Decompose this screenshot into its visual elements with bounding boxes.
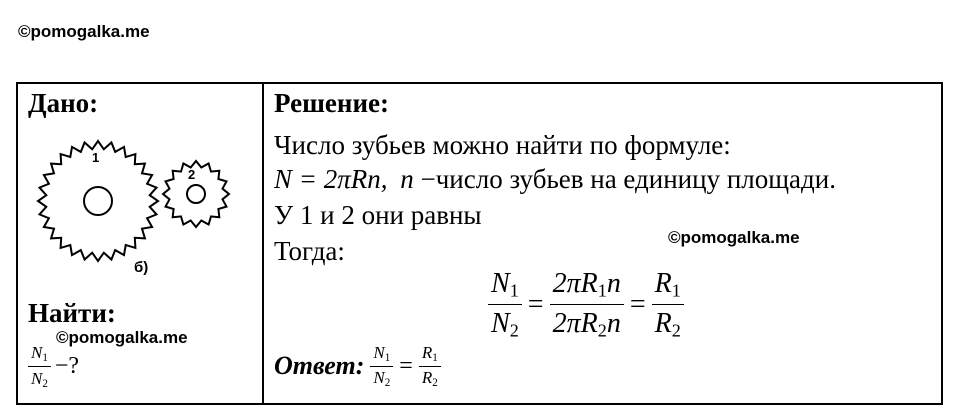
watermark-left: ©pomogalka.me bbox=[56, 328, 188, 347]
gear-2-hub bbox=[187, 185, 205, 203]
given-header: Дано: bbox=[28, 88, 99, 118]
solution-line-1: Число зубьев можно найти по формуле: bbox=[274, 130, 731, 160]
eq-fraction-3: $\frac{R_1}{R_2}$ bbox=[652, 270, 684, 340]
eq-fraction-1: $\frac{N_1}{N_2}$ bbox=[488, 270, 522, 340]
formula-n: n bbox=[400, 164, 414, 194]
gears-figure bbox=[36, 129, 236, 279]
answer-label: Ответ: bbox=[274, 351, 365, 381]
answer-fraction-2: $\frac{R_1}{R_2}$ bbox=[419, 344, 441, 389]
watermark-top: ©pomogalka.me bbox=[18, 22, 150, 41]
column-divider bbox=[262, 84, 264, 403]
find-numerator: N bbox=[31, 343, 43, 362]
eq-sign-2: = bbox=[629, 288, 646, 320]
gear-2-label: 2 bbox=[188, 167, 196, 182]
answer-line bbox=[274, 344, 441, 389]
gear-1-hub bbox=[84, 187, 112, 215]
find-denominator-sub: 2 bbox=[42, 377, 48, 390]
solution-line-4: Тогда: bbox=[274, 236, 345, 266]
figure-caption: б) bbox=[134, 259, 149, 276]
answer-eq-sign: = bbox=[399, 352, 413, 379]
main-equation bbox=[488, 270, 684, 340]
solution-table bbox=[16, 82, 943, 405]
watermark-right: ©pomogalka.me bbox=[668, 228, 800, 247]
find-numerator-sub: 1 bbox=[42, 351, 48, 364]
find-suffix: −? bbox=[54, 353, 80, 380]
gear-2-teeth bbox=[163, 161, 229, 227]
eq-sign-1: = bbox=[527, 288, 544, 320]
find-denominator: N bbox=[31, 368, 43, 388]
solution-line-3: У 1 и 2 они равны bbox=[274, 200, 482, 230]
find-fraction bbox=[28, 344, 51, 390]
eq-fraction-2: $\frac{2\pi R_1n}{2\pi R_2n}$ bbox=[550, 270, 624, 340]
answer-fraction-1: $\frac{N_1}{N_2}$ bbox=[370, 344, 393, 389]
find-expression bbox=[28, 344, 79, 390]
answer-expression bbox=[370, 344, 440, 389]
solution-header: Решение: bbox=[274, 88, 389, 118]
gear-1-label: 1 bbox=[92, 150, 100, 165]
formula-lhs: N = 2πRn, bbox=[274, 164, 388, 194]
formula-rest: −число зубьев на единицу площади. bbox=[420, 164, 836, 194]
find-header: Найти: bbox=[28, 298, 116, 328]
solution-formula-line bbox=[274, 164, 836, 195]
